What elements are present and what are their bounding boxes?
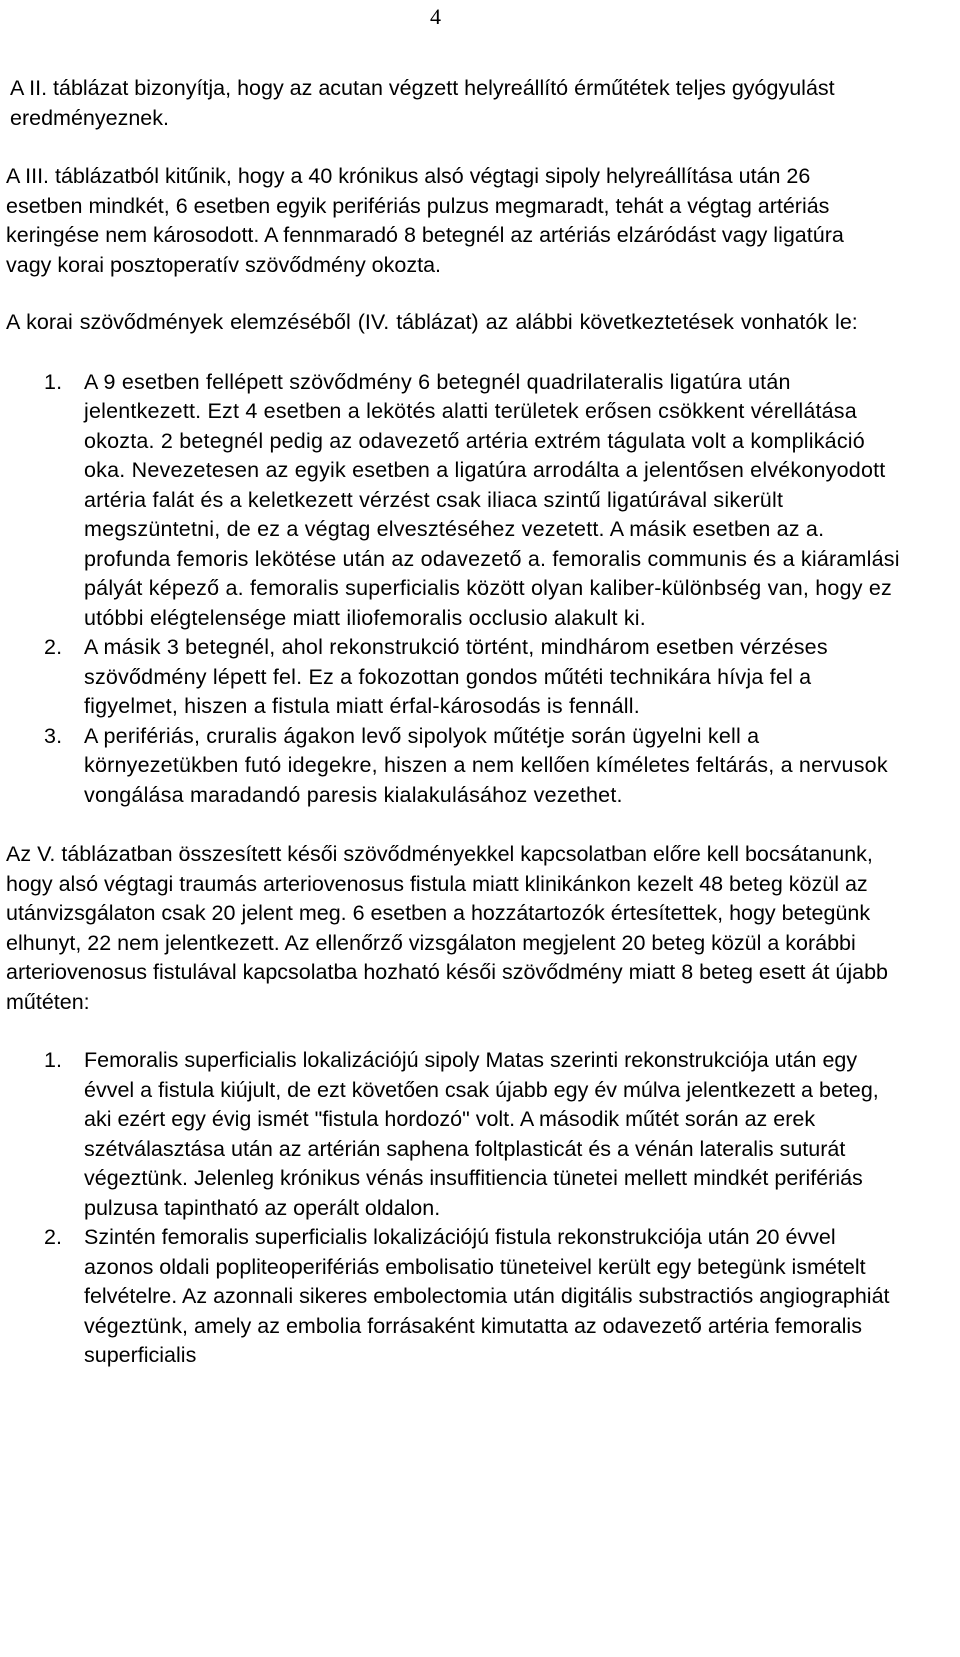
- list-item-text: Szintén femoralis superficialis lokalizációjú fistula rekonstrukciója után 20 évvel azonos oldali popliteoperifériás embolisatio tüneteivel került egy betegünk ismételt felvételre. Az azonnali sikeres embolectomia után digitális substractiós angiographiát végeztünk, amely az embolia forrásaként kimutatta az odavezető artéria femoralis superficialis: [84, 1225, 890, 1367]
- list-item: [6, 1223, 904, 1371]
- list-item: [6, 1046, 904, 1223]
- list-item-number: 3.: [44, 723, 63, 748]
- list-item: [6, 722, 904, 811]
- list-item: [6, 368, 904, 634]
- early-complications-list: [6, 368, 926, 811]
- list-item: [6, 633, 904, 722]
- list-item-text: A perifériás, cruralis ágakon levő sipolyok műtétje során ügyelni kell a környezetükben futó idegekre, hiszen a nem kellően kíméletes feltárás, a nervusok vongálása maradandó paresis kialakulásához vezethet.: [84, 723, 888, 807]
- list-item-number: 2.: [44, 1225, 62, 1249]
- list-item-text: Femoralis superficialis lokalizációjú sipoly Matas szerinti rekonstrukciója után egy évvel a fistula kiújult, de ezt követően csak újabb egy év múlva jelentkezett a beteg, aki ezért egy évig ismét "fistula hordozó" volt. A második műtét során az erek szétválasztása után az artérián saphena foltplasticát és a vénán lateralis suturát végeztünk. Jelenleg krónikus vénás insuffitiencia tünetei mellett mindkét perifériás pulzusa tapintható az operált oldalon.: [84, 1048, 879, 1220]
- list-item-text: A 9 esetben fellépett szövődmény 6 betegnél quadrilateralis ligatúra után jelentkezett. Ezt 4 esetben a lekötés alatti területek erősen csökkent vérellátása okozta. 2 betegnél pedig az odavezető artéria extrém tágulata volt a komplikáció oka. Nevezetesen az egyik esetben a ligatúra arrodálta a jelentősen elvékonyodott artéria falát és a keletkezett vérzést csak iliaca szintű ligatúrával sikerült megszüntetni, de ez a végtag elvesztéséhez vezetett. A másik esetben az a. profunda femoris lekötése után az odavezető a. femoralis communis és a kiáramlási pályát képező a. femoralis superficialis között olyan kaliber-különbség van, hogy ez utóbbi elégtelensége miatt iliofemoralis occlusio alakult ki.: [84, 369, 900, 630]
- list-item-number: 1.: [44, 1048, 62, 1072]
- list-item-number: 2.: [44, 635, 63, 659]
- list-item-number: 1.: [44, 369, 63, 394]
- document-body: [6, 74, 926, 1371]
- list-item-text: A másik 3 betegnél, ahol rekonstrukció történt, mindhárom esetben vérzéses szövődmény lépett fel. Ez a fokozottan gondos műtéti technikára hívja fel a figyelmet, hiszen a fistula miatt érfal-károsodás is fennáll.: [84, 635, 828, 718]
- paragraph-table-v: Az V. táblázatban összesített késői szövődményekkel kapcsolatban előre kell bocsátanunk, hogy alsó végtagi traumás arteriovenosus fistula miatt klinikánkon kezelt 48 beteg közül az utánvizsgálaton csak 20 jelent meg. 6 esetben a hozzátartozók értesítettek, hogy betegünk elhunyt, 22 nem jelentkezett. Az ellenőrző vizsgálaton megjelent 20 beteg közül a korábbi arteriovenosus fistulával kapcsolatba hozható késői szövődmény miatt 8 beteg esett át újabb műtéten:: [6, 842, 889, 1014]
- page-number: 4: [430, 4, 441, 29]
- paragraph-table-iii: A III. táblázatból kitűnik, hogy a 40 krónikus alsó végtagi sipoly helyreállítása után 26 esetben mindkét, 6 esetben egyik perifériás pulzus megmaradt, tehát a végtag artériás keringése nem károsodott. A fennmaradó 8 betegnél az artériás elzáródást vagy ligatúra vagy korai posztoperatív szövődmény okozta.: [6, 164, 844, 277]
- late-complications-list: [6, 1046, 926, 1371]
- paragraph-table-ii: A II. táblázat bizonyítja, hogy az acutan végzett helyreállító érműtétek teljes gyógyulást eredményeznek.: [10, 76, 835, 130]
- paragraph-table-iv-intro: A korai szövődmények elemzéséből (IV. táblázat) az alábbi következtetések vonhatók le:: [6, 310, 858, 334]
